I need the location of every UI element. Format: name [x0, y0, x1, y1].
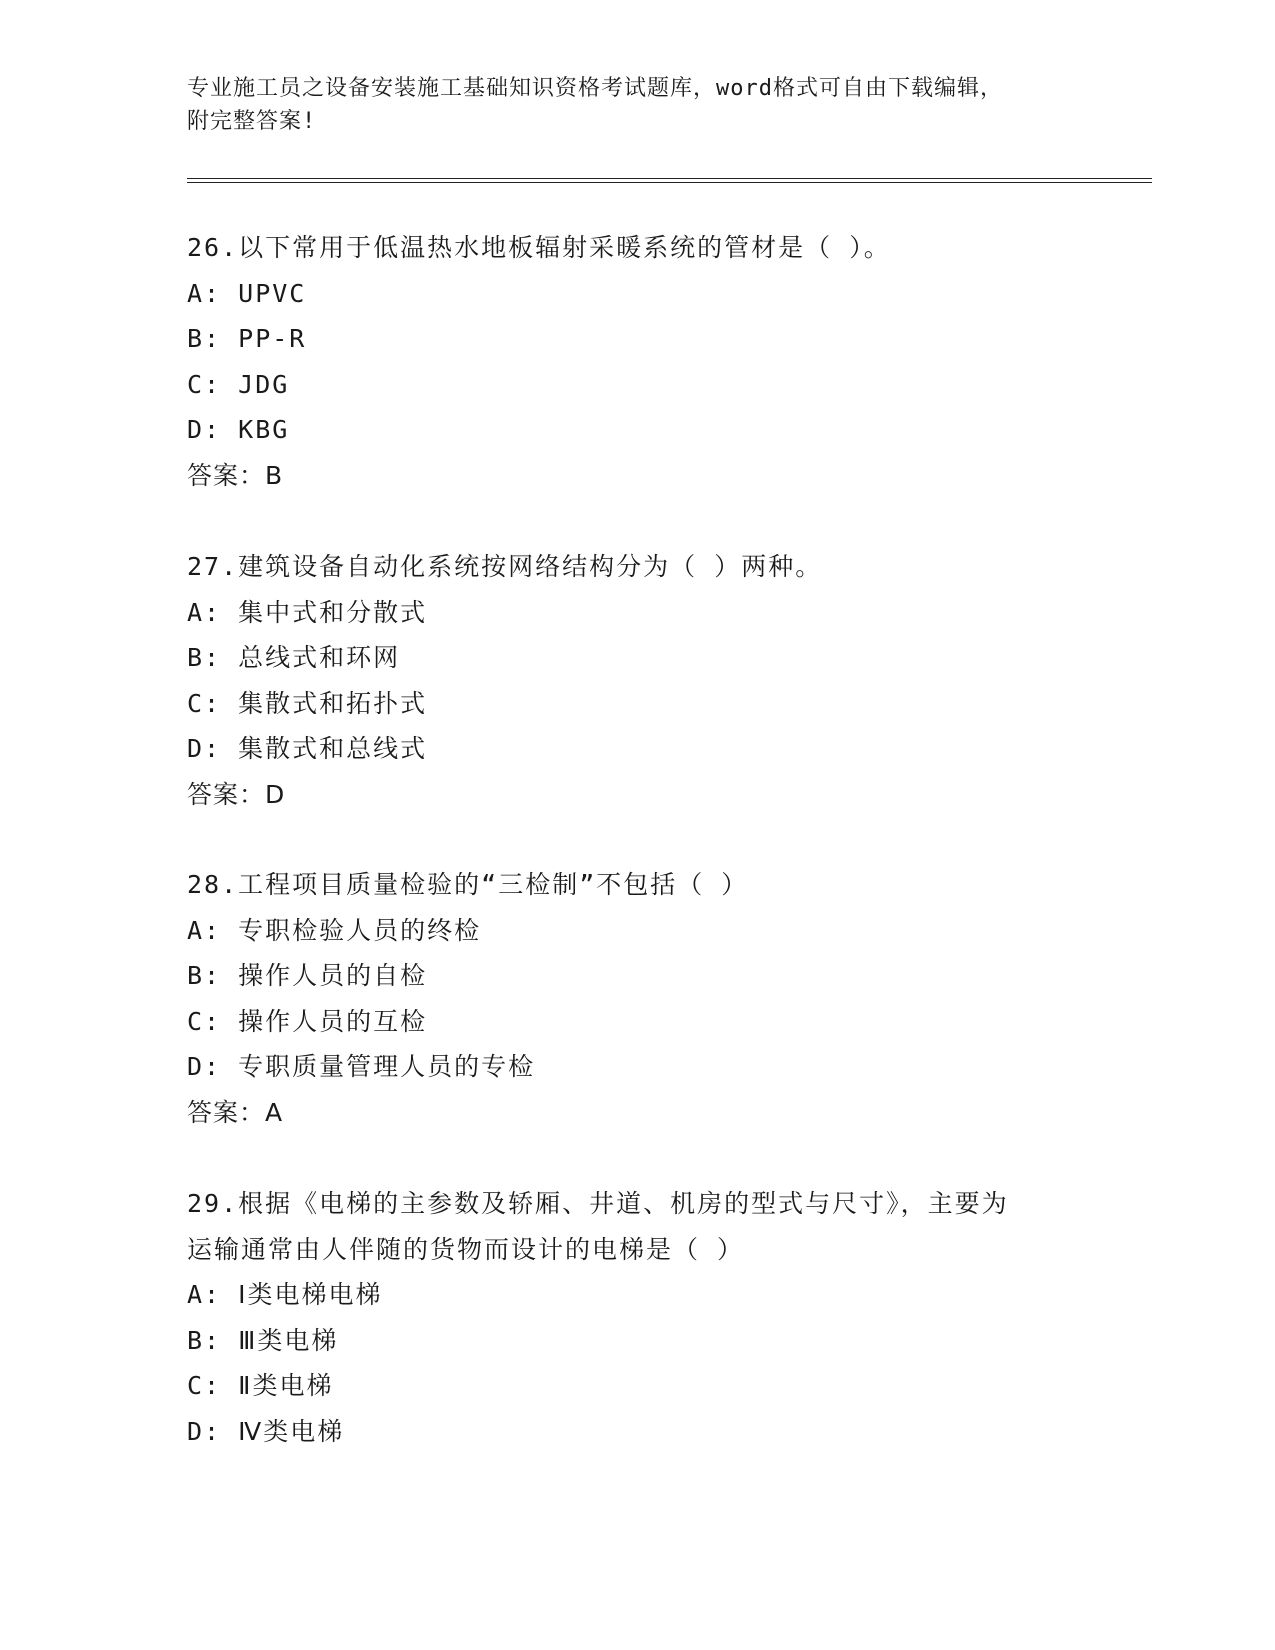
- question-stem: 28.工程项目质量检验的“三检制”不包括（ ）: [187, 870, 749, 899]
- option-c: C: JDG: [187, 369, 290, 399]
- option-b: B: PP-R: [187, 324, 307, 353]
- answer: 答案：B: [187, 460, 284, 490]
- header-title-line-1: 专业施工员之设备安装施工基础知识资格考试题库，word格式可自由下载编辑，: [187, 76, 1003, 101]
- option-d: D: 专职质量管理人员的专检: [187, 1052, 536, 1081]
- question-26: [187, 225, 1087, 498]
- option-d: D: 集散式和总线式: [187, 734, 428, 763]
- question-27: [187, 544, 1087, 817]
- option-a: A: Ⅰ类电梯电梯: [187, 1280, 383, 1309]
- option-d: D: KBG: [187, 415, 290, 444]
- question-stem-line-1: 29.根据《电梯的主参数及轿厢、井道、机房的型式与尺寸》，主要为: [187, 1189, 1009, 1218]
- option-a: A: 专职检验人员的终检: [187, 915, 482, 945]
- option-c: C: Ⅱ类电梯: [187, 1371, 334, 1400]
- option-b: B: Ⅲ类电梯: [187, 1325, 339, 1355]
- header-title-line-2: 附完整答案!: [187, 109, 317, 134]
- question-stem: 26.以下常用于低温热水地板辐射采暖系统的管材是（ ）。: [187, 233, 891, 262]
- header-divider-top: [187, 178, 1152, 179]
- option-a: A: UPVC: [187, 278, 307, 308]
- answer: 答案：D: [187, 779, 286, 809]
- answer: 答案：A: [187, 1097, 284, 1127]
- question-28: [187, 862, 1087, 1135]
- option-a: A: 集中式和分散式: [187, 597, 428, 627]
- question-29: [187, 1181, 1087, 1454]
- question-stem: 27.建筑设备自动化系统按网络结构分为（ ）两种。: [187, 552, 823, 581]
- page-header: [187, 72, 1087, 138]
- option-c: C: 操作人员的互检: [187, 1006, 428, 1036]
- option-b: B: 总线式和环网: [187, 643, 401, 672]
- option-c: C: 集散式和拓扑式: [187, 688, 428, 718]
- header-divider-bottom: [187, 182, 1152, 183]
- option-d: D: Ⅳ类电梯: [187, 1416, 345, 1446]
- question-stem-line-2: 运输通常由人伴随的货物而设计的电梯是（ ）: [187, 1234, 745, 1264]
- option-b: B: 操作人员的自检: [187, 961, 428, 990]
